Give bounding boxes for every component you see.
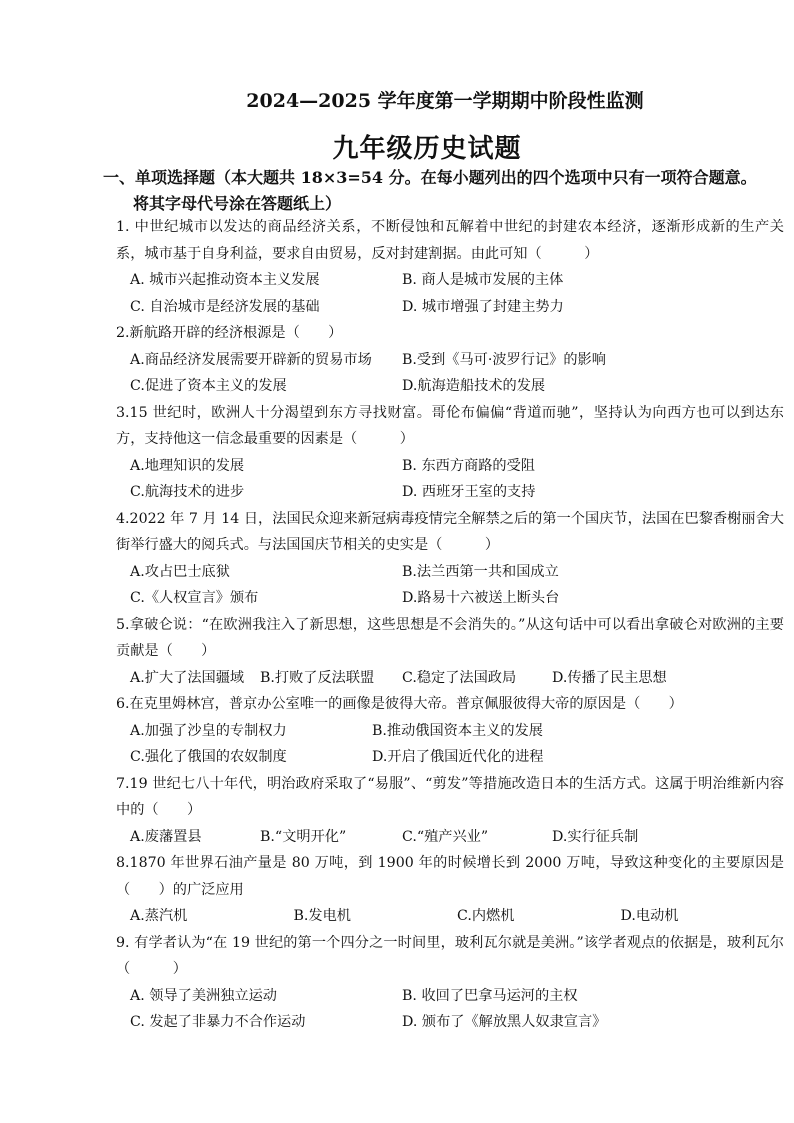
- option-d: D.开启了俄国近代化的进程: [372, 749, 544, 765]
- question-options: [116, 347, 784, 400]
- section-heading-line1: 一、单项选择题（本大题共 18×3=54 分。在每小题列出的四个选项中只有一项符合题意。: [103, 168, 757, 187]
- question-8: [116, 850, 784, 930]
- question-options: [116, 267, 784, 320]
- question-stem: 9. 有学者认为“在 19 世纪的第一个四分之一时间里，玻利瓦尔就是美洲。”该学者观点的依据是，玻利瓦尔（ ）: [116, 934, 784, 977]
- question-options: [116, 453, 784, 506]
- question-stem: 5.拿破仑说：“在欧洲我注入了新思想，这些思想是不会消失的。”从这句话中可以看出拿破仑对欧洲的主要贡献是（ ）: [116, 616, 784, 659]
- option-a: A.加强了沙皇的专制权力: [130, 722, 287, 739]
- option-c: C.“殖产兴业”: [402, 828, 489, 845]
- question-stem: 6.在克里姆林宫，普京办公室唯一的画像是彼得大帝。普京佩服彼得大帝的原因是（ ）: [116, 696, 683, 712]
- option-a: A.商品经济发展需要开辟新的贸易市场: [130, 351, 372, 368]
- option-a: A.地理知识的发展: [130, 457, 245, 474]
- question-stem: 7.19 世纪七八十年代，明治政府采取了“易服”、“剪发”等措施改造日本的生活方式。这属于明治维新内容中的（ ）: [116, 775, 784, 818]
- question-list: [116, 214, 784, 1036]
- question-stem: 4.2022 年 7 月 14 日，法国民众迎来新冠病毒疫情完全解禁之后的第一个国庆节，法国在巴黎香榭丽舍大街举行盛大的阅兵式。与法国国庆节相关的史实是（ ）: [116, 510, 784, 553]
- option-d: D.航海造船技术的发展: [402, 378, 546, 394]
- question-stem: 1. 中世纪城市以发达的商品经济关系，不断侵蚀和瓦解着中世纪的封建农本经济，逐渐形成新的生产关系，城市基于自身利益，要求自由贸易，反对封建割据。由此可知（ ）: [116, 219, 784, 262]
- question-stem: 3.15 世纪时，欧洲人十分渴望到东方寻找财富。哥伦布偏偏“背道而驰”，坚持认为向西方也可以到达东方，支持他这一信念最重要的因素是（ ）: [116, 404, 784, 447]
- option-d: D. 城市增强了封建主势力: [402, 298, 564, 315]
- question-1: [116, 214, 784, 320]
- section-heading: [103, 165, 783, 217]
- question-3: [116, 400, 784, 506]
- option-d: D. 颁布了《解放黑人奴隶宣言》: [402, 1014, 607, 1030]
- section-heading-line2: 将其字母代号涂在答题纸上）: [133, 194, 342, 213]
- option-c: C.《人权宣言》颁布: [130, 590, 259, 606]
- option-a: A. 领导了美洲独立运动: [130, 987, 277, 1004]
- option-b: B.法兰西第一共和国成立: [402, 563, 559, 580]
- option-b: B.打败了反法联盟: [260, 669, 375, 686]
- question-stem: 2.新航路开辟的经济根源是（ ）: [116, 325, 343, 341]
- option-b: B. 东西方商路的受阻: [402, 457, 535, 474]
- question-5: [116, 612, 784, 692]
- option-b: B.推动俄国资本主义的发展: [372, 722, 543, 739]
- option-a: A.废藩置县: [130, 828, 202, 845]
- option-b: B. 收回了巴拿马运河的主权: [402, 987, 578, 1004]
- option-c: C. 自治城市是经济发展的基础: [130, 298, 320, 315]
- question-options: [116, 824, 784, 851]
- question-6: [116, 691, 784, 771]
- option-b: B.发电机: [293, 908, 351, 924]
- option-a: A. 城市兴起推动资本主义发展: [130, 272, 320, 288]
- option-c: C.强化了俄国的农奴制度: [130, 749, 287, 765]
- option-c: C. 发起了非暴力不合作运动: [130, 1014, 306, 1030]
- question-options: [116, 559, 784, 612]
- option-b: B.“文明开化”: [260, 828, 347, 845]
- question-2: [116, 320, 784, 400]
- subject-title: 九年级历史试题: [332, 134, 522, 164]
- question-options: [116, 718, 784, 771]
- term-title: 2024—2025 学年度第一学期期中阶段性监测: [246, 90, 644, 112]
- question-options: [116, 665, 784, 692]
- option-c: C.航海技术的进步: [130, 484, 245, 500]
- question-options: [116, 983, 784, 1036]
- option-d: D.路易十六被送上断头台: [402, 590, 560, 606]
- option-c: C.内燃机: [457, 908, 515, 924]
- option-d: D.传播了民主思想: [552, 669, 667, 686]
- option-a: A.扩大了法国疆域: [130, 669, 245, 686]
- option-b: B. 商人是城市发展的主体: [402, 272, 564, 288]
- option-d: D.实行征兵制: [552, 828, 639, 845]
- option-a: A.攻占巴士底狱: [130, 563, 230, 580]
- option-c: C.促进了资本主义的发展: [130, 378, 287, 394]
- question-options: [116, 903, 784, 930]
- option-b: B.受到《马可·波罗行记》的影响: [402, 351, 606, 368]
- option-d: D.电动机: [620, 908, 679, 924]
- question-7: [116, 771, 784, 851]
- option-c: C.稳定了法国政局: [402, 669, 517, 686]
- option-d: D. 西班牙王室的支持: [402, 484, 536, 500]
- question-9: [116, 930, 784, 1036]
- question-4: [116, 506, 784, 612]
- question-stem: 8.1870 年世界石油产量是 80 万吨，到 1900 年的时候增长到 2000 万吨，导致这种变化的主要原因是（ ）的广泛应用: [116, 855, 784, 898]
- option-a: A.蒸汽机: [130, 908, 188, 924]
